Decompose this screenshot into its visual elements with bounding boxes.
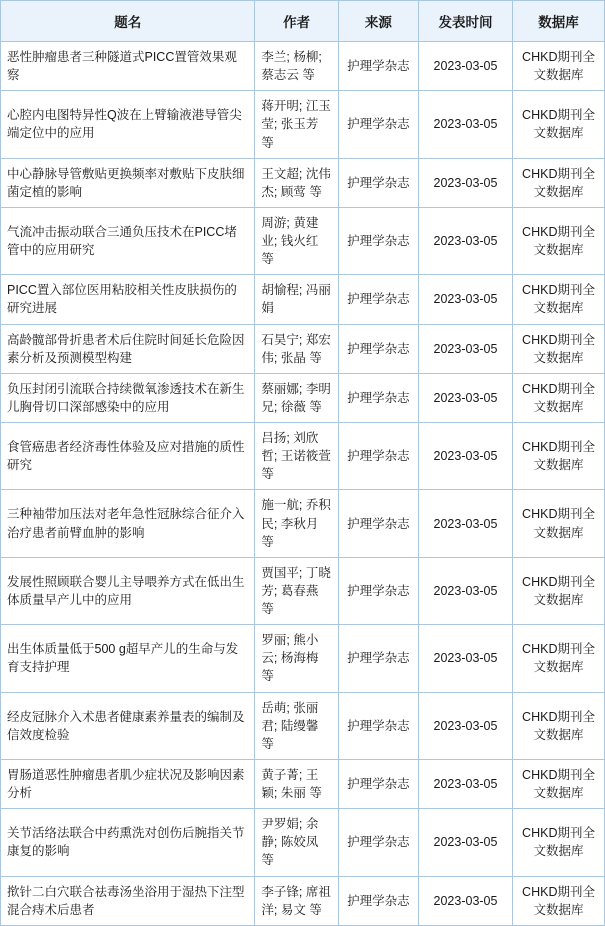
cell-database: CHKD期刊全文数据库	[513, 423, 605, 490]
cell-date: 2023-03-05	[418, 207, 512, 274]
cell-database: CHKD期刊全文数据库	[513, 324, 605, 373]
table-row[interactable]	[1, 373, 605, 422]
table-row[interactable]	[1, 42, 605, 91]
table-row[interactable]	[1, 423, 605, 490]
column-header-database[interactable]: 数据库	[513, 1, 605, 42]
cell-title[interactable]: 三种袖带加压法对老年急性冠脉综合征介入治疗患者前臂血肿的影响	[1, 490, 255, 557]
cell-title[interactable]: 发展性照顾联合婴儿主导喂养方式在低出生体质量早产儿中的应用	[1, 557, 255, 624]
table-row[interactable]	[1, 557, 605, 624]
cell-database: CHKD期刊全文数据库	[513, 373, 605, 422]
column-header-source[interactable]: 来源	[338, 1, 418, 42]
cell-source[interactable]: 护理学杂志	[338, 373, 418, 422]
cell-title[interactable]: 揿针二白穴联合祛毒汤坐浴用于湿热下注型混合痔术后患者	[1, 876, 255, 925]
cell-source[interactable]: 护理学杂志	[338, 876, 418, 925]
cell-database: CHKD期刊全文数据库	[513, 207, 605, 274]
cell-date: 2023-03-05	[418, 557, 512, 624]
cell-source[interactable]: 护理学杂志	[338, 42, 418, 91]
cell-source[interactable]: 护理学杂志	[338, 759, 418, 808]
cell-date: 2023-03-05	[418, 42, 512, 91]
cell-author[interactable]: 蒋开明; 江玉莹; 张玉芳 等	[255, 91, 338, 158]
cell-title[interactable]: PICC置入部位医用粘胶相关性皮肤损伤的研究进展	[1, 275, 255, 324]
table-row[interactable]	[1, 91, 605, 158]
cell-source[interactable]: 护理学杂志	[338, 625, 418, 692]
cell-author[interactable]: 黄子菁; 王颖; 朱丽 等	[255, 759, 338, 808]
table-body	[1, 42, 605, 926]
cell-date: 2023-03-05	[418, 324, 512, 373]
cell-database: CHKD期刊全文数据库	[513, 625, 605, 692]
table-row[interactable]	[1, 876, 605, 925]
cell-date: 2023-03-05	[418, 490, 512, 557]
cell-author[interactable]: 贾国平; 丁晓芳; 葛春燕 等	[255, 557, 338, 624]
table-header	[1, 1, 605, 42]
cell-author[interactable]: 李兰; 杨柳; 蔡志云 等	[255, 42, 338, 91]
cell-author[interactable]: 蔡丽娜; 李明兄; 徐薇 等	[255, 373, 338, 422]
table-header-row	[1, 1, 605, 42]
cell-date: 2023-03-05	[418, 759, 512, 808]
cell-source[interactable]: 护理学杂志	[338, 557, 418, 624]
cell-database: CHKD期刊全文数据库	[513, 876, 605, 925]
table-row[interactable]	[1, 692, 605, 759]
cell-database: CHKD期刊全文数据库	[513, 275, 605, 324]
cell-title[interactable]: 出生体质量低于500 g超早产儿的生命与发育支持护理	[1, 625, 255, 692]
cell-source[interactable]: 护理学杂志	[338, 275, 418, 324]
cell-author[interactable]: 李子锋; 席祖洋; 易文 等	[255, 876, 338, 925]
cell-author[interactable]: 石昊宁; 郑宏伟; 张晶 等	[255, 324, 338, 373]
cell-database: CHKD期刊全文数据库	[513, 759, 605, 808]
cell-source[interactable]: 护理学杂志	[338, 809, 418, 876]
cell-source[interactable]: 护理学杂志	[338, 324, 418, 373]
cell-date: 2023-03-05	[418, 692, 512, 759]
cell-title[interactable]: 经皮冠脉介入术患者健康素养量表的编制及信效度检验	[1, 692, 255, 759]
cell-date: 2023-03-05	[418, 91, 512, 158]
cell-date: 2023-03-05	[418, 373, 512, 422]
cell-source[interactable]: 护理学杂志	[338, 158, 418, 207]
table-row[interactable]	[1, 275, 605, 324]
cell-title[interactable]: 恶性肿瘤患者三种隧道式PICC置管效果观察	[1, 42, 255, 91]
cell-author[interactable]: 岳萌; 张丽君; 陆缦馨 等	[255, 692, 338, 759]
column-header-title[interactable]: 题名	[1, 1, 255, 42]
cell-source[interactable]: 护理学杂志	[338, 692, 418, 759]
cell-date: 2023-03-05	[418, 625, 512, 692]
cell-title[interactable]: 心腔内电图特异性Q波在上臂输液港导管尖端定位中的应用	[1, 91, 255, 158]
table-row[interactable]	[1, 759, 605, 808]
cell-database: CHKD期刊全文数据库	[513, 490, 605, 557]
cell-author[interactable]: 胡愉程; 冯丽娟	[255, 275, 338, 324]
cell-author[interactable]: 王文超; 沈伟杰; 顾莺 等	[255, 158, 338, 207]
cell-title[interactable]: 气流冲击振动联合三通负压技术在PICC堵管中的应用研究	[1, 207, 255, 274]
cell-title[interactable]: 食管癌患者经济毒性体验及应对措施的质性研究	[1, 423, 255, 490]
cell-title[interactable]: 胃肠道恶性肿瘤患者肌少症状况及影响因素分析	[1, 759, 255, 808]
cell-title[interactable]: 中心静脉导管敷贴更换频率对敷贴下皮肤细菌定植的影响	[1, 158, 255, 207]
table-row[interactable]	[1, 625, 605, 692]
column-header-date[interactable]: 发表时间	[418, 1, 512, 42]
table-row[interactable]	[1, 158, 605, 207]
cell-database: CHKD期刊全文数据库	[513, 158, 605, 207]
cell-date: 2023-03-05	[418, 423, 512, 490]
cell-title[interactable]: 关节活络法联合中药熏洗对创伤后腕指关节康复的影响	[1, 809, 255, 876]
cell-source[interactable]: 护理学杂志	[338, 490, 418, 557]
cell-source[interactable]: 护理学杂志	[338, 423, 418, 490]
table-row[interactable]	[1, 324, 605, 373]
cell-date: 2023-03-05	[418, 876, 512, 925]
cell-title[interactable]: 负压封闭引流联合持续微氧渗透技术在新生儿胸骨切口深部感染中的应用	[1, 373, 255, 422]
cell-source[interactable]: 护理学杂志	[338, 207, 418, 274]
cell-database: CHKD期刊全文数据库	[513, 692, 605, 759]
table-row[interactable]	[1, 809, 605, 876]
cell-author[interactable]: 吕扬; 刘欣哲; 王诺筱萱 等	[255, 423, 338, 490]
cell-date: 2023-03-05	[418, 158, 512, 207]
cell-author[interactable]: 周游; 黄建业; 钱火红 等	[255, 207, 338, 274]
table-row[interactable]	[1, 207, 605, 274]
cell-database: CHKD期刊全文数据库	[513, 91, 605, 158]
cell-date: 2023-03-05	[418, 275, 512, 324]
cell-database: CHKD期刊全文数据库	[513, 809, 605, 876]
cell-database: CHKD期刊全文数据库	[513, 42, 605, 91]
cell-database: CHKD期刊全文数据库	[513, 557, 605, 624]
cell-author[interactable]: 尹罗娟; 余静; 陈姣凤 等	[255, 809, 338, 876]
cell-author[interactable]: 罗丽; 熊小云; 杨海梅 等	[255, 625, 338, 692]
table-row[interactable]	[1, 490, 605, 557]
cell-date: 2023-03-05	[418, 809, 512, 876]
column-header-author[interactable]: 作者	[255, 1, 338, 42]
cell-title[interactable]: 高龄髋部骨折患者术后住院时间延长危险因素分析及预测模型构建	[1, 324, 255, 373]
cell-author[interactable]: 施一航; 乔积民; 李秋月 等	[255, 490, 338, 557]
cell-source[interactable]: 护理学杂志	[338, 91, 418, 158]
